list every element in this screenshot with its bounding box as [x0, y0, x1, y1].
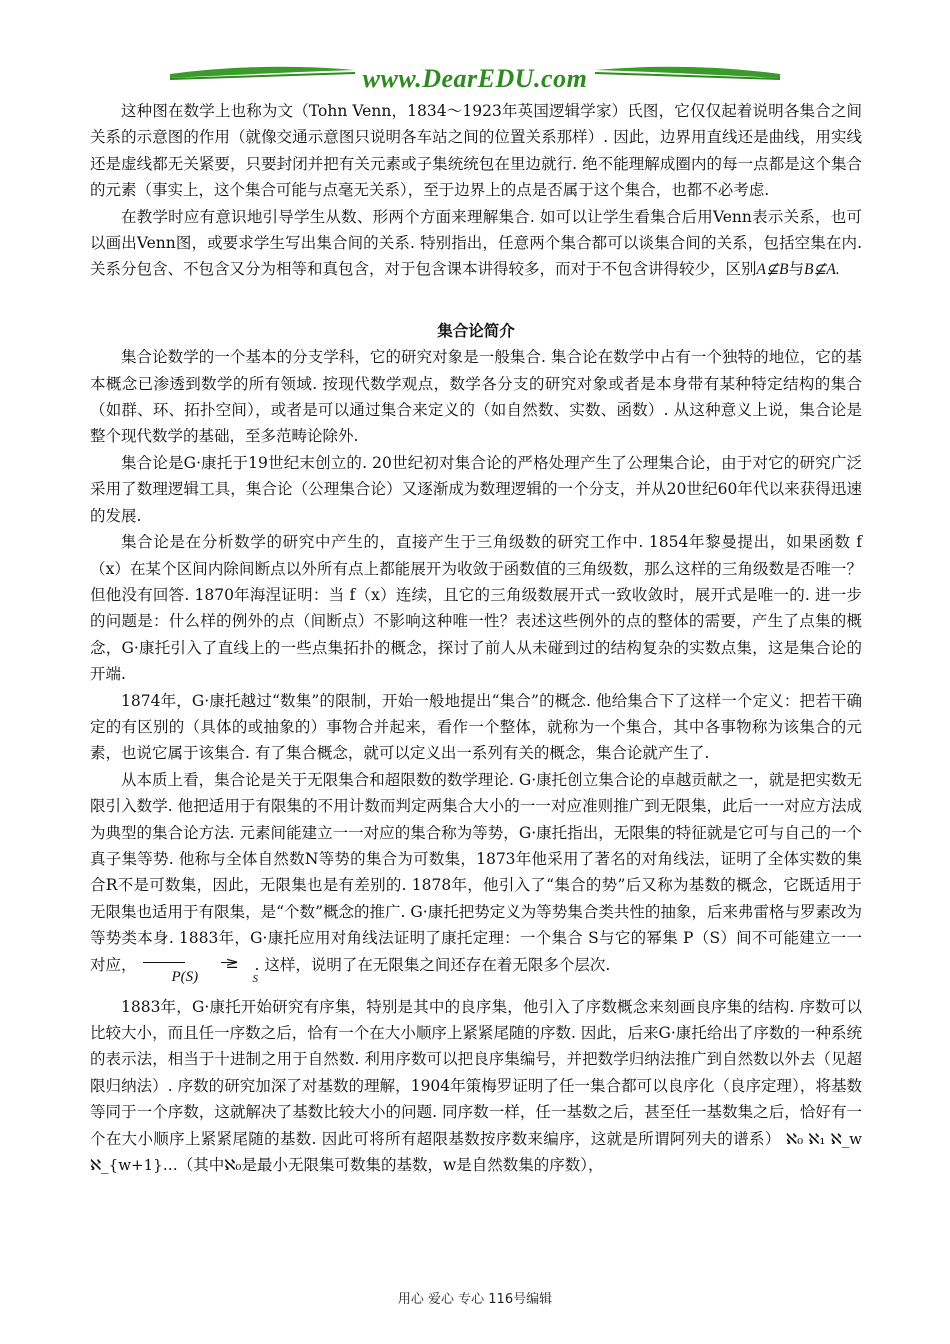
aleph-zero-symbol: ℵ₀ [224, 1156, 242, 1175]
expr-a-not-subset-b: A⊈B [756, 261, 789, 279]
formula-relation: ≥ [225, 952, 239, 972]
page-footer: 用心 爱心 专心 116号编辑 [397, 1292, 553, 1307]
paragraph-cantor-founding: 集合论是G·康托于19世纪末创立的. 20世纪初对集合论的严格处理产生了公理集合论，由于对它的研究广泛采用了数理逻辑工具，集合论（公理集合论）又逐渐成为数理逻辑的一个分支，并从20世纪60年代以来获得迅速的发展. [90, 453, 862, 525]
aleph-note-open: （其中 [177, 1156, 225, 1175]
paragraph-set-definition: 1874年，G·康托越过“数集”的限制，开始一般地提出“集合”的概念. 他给集合下了这样一个定义：把若干确定的有区别的（具体的或抽象的）事物合并起来，看作一个整体，就称为一个集合，其中各事物称为该集合的元素，也说它属于该集合. 有了集合概念，就可以定义出一系列有关的概念，集合论就产生了. [90, 691, 862, 763]
formula-power-set: P(S) [171, 968, 199, 985]
paragraph-set-theory-intro: 集合论数学的一个基本的分支学科，它的研究对象是一般集合. 集合论在数学中占有一个独特的地位，它的基本概念已渗透到数学的所有领域. 按现代数学观点，数学各分支的研究对象或者是本身带有某种特定结构的集合（如群、环、拓扑空间），或者是可以通过集合来定义的（如自然数、实数、函数）. 从这种意义上说，集合论是整个现代数学的基础，至多范畴论除外. [90, 348, 862, 446]
paragraph-infinite-text: 从本质上看，集合论是关于无限集合和超限数的数学理论. G·康托创立集合论的卓越贡献之一，就是把实数无限引入数学. 他把适用于有限集的不用计数而判定两集合大小的一一对应准则推广到无限集，此后一一对应方法成为典型的集合论方法. 元素间能建立一一对应的集合称为等势，G·康托指出，无限集的特征就是它可与自己的一个真子集等势. 他称与全体自然数N等势的集合为可数集，1873年他采用了著名的对角线法，证明了全体实数的集合R不是可数集，因此，无限集也是有差别的. 1878年，他引入了“集合的势”后又称为基数的概念，它既适用于无限集也适用于有限集，是“个数”概念的推广. G·康托把势定义为等势集合类共性的抽象，后来弗雷格与罗素改为等势类本身. 1883年，G·康托应用对角线法证明了康托定理：一个集合 S与它的幂集 P（S）间不可能建立一一对应， [90, 770, 862, 974]
paragraph-venn-definition: 这种图在数学上也称为文（Tohn Venn，1834～1923年英国逻辑学家）氏图，它仅仅起着说明各集合之间关系的示意图的作用（就像交通示意图只说明各车站之间的位置关系那样）. 因此，边界用直线还是曲线，用实线还是虚线都无关紧要，只要封闭并把有关元素或子集统统包在里边就行. 绝不能理解成圈内的每一点都是这个集合的元素（事实上，这个集合可能与点毫无关系），至于边界上的点是否属于这个集合，也都不必考虑. [90, 102, 862, 200]
site-name[interactable]: www.DearEDU.com [362, 64, 588, 93]
paragraph-teaching-text: 在教学时应有意识地引导学生从数、形两个方面来理解集合. 如可以让学生看集合后用Venn表示关系，也可以画出Venn图，或要求学生写出集合间的关系. 特别指出，任意两个集合都可以谈集合间的关系，包括空集在内. 关系分包含、不包含又分为相等和真包含，对于包含课本讲得较多，而对于不包含讲得较少，区别 [90, 207, 862, 279]
formula-set-s: S [252, 972, 259, 985]
section-title: 集合论简介 [437, 321, 515, 340]
site-header [170, 58, 780, 98]
conjunction-text: 与 [788, 260, 804, 279]
paragraph-infinite-tail: . 这样，说明了在无限集之间还存在着无限多个层次. [254, 955, 611, 974]
paragraph-teaching-guidance [90, 204, 862, 284]
paragraph-infinite-sets [90, 767, 862, 994]
aleph-note-close: 是最小无限集可数集的基数，w是自然数集的序数）， [241, 1156, 604, 1175]
fraction-bar [143, 962, 185, 963]
paragraph-ordinals-text: 1883年，G·康托开始研究有序集，特别是其中的良序集，他引入了序数概念来刻画良序集的结构. 序数可以比较大小，而且任一序数之后，恰有一个在大小顺序上紧紧尾随的序数. 因此，后来G·康托给出了序数的一种系统的表示法，相当于十进制之用于自然数. 利用序数可以把良序集编号，并把数学归纳法推广到自然数以外去（见超限归纳法）. 序数的研究加深了对基数的理解，1904年策梅罗证明了任一集合都可以良序化（良序定理），将基数等同于一个序数，这就解决了基数比较大小的问题. 同序数一样，任一基数之后，甚至任一基数集之后，恰好有一个在大小顺序上紧紧尾随的基数. 因此可将所有超限基数按序数来编序，这就是所谓阿列夫的谱系） [90, 997, 862, 1148]
fraction-bar-2 [221, 962, 235, 963]
document-body [90, 98, 862, 1178]
expr-b-not-subset-a: B⊈A. [803, 261, 840, 279]
paragraph-origins: 集合论是在分析数学的研究中产生的，直接产生于三角级数的研究工作中. 1854年黎曼提出，如果函数 f（x）在某个区间内除间断点以外所有点上都能展开为收敛于函数值的三角级数，那么这样的三角级数是否唯一？但他没有回答. 1870年海涅证明：当 f（x）连续，且它的三角级数展开式一致收敛时，展开式是唯一的. 进一步的问题是：什么样的例外的点（间断点）不影响这种唯一性？表述这些例外的点的整体的需要，产生了点集的概念，G·康托引入了直线上的一些点集拓扑的概念，探讨了前人从未碰到过的结构复杂的实数点集，这是集合论的开端. [90, 533, 862, 684]
cantor-theorem-formula [141, 952, 259, 994]
paragraph-ordinals [90, 994, 862, 1179]
aleph-sequence: ℵ₀ ℵ₁ ℵ_w ℵ_{w+1}… [90, 1129, 863, 1175]
